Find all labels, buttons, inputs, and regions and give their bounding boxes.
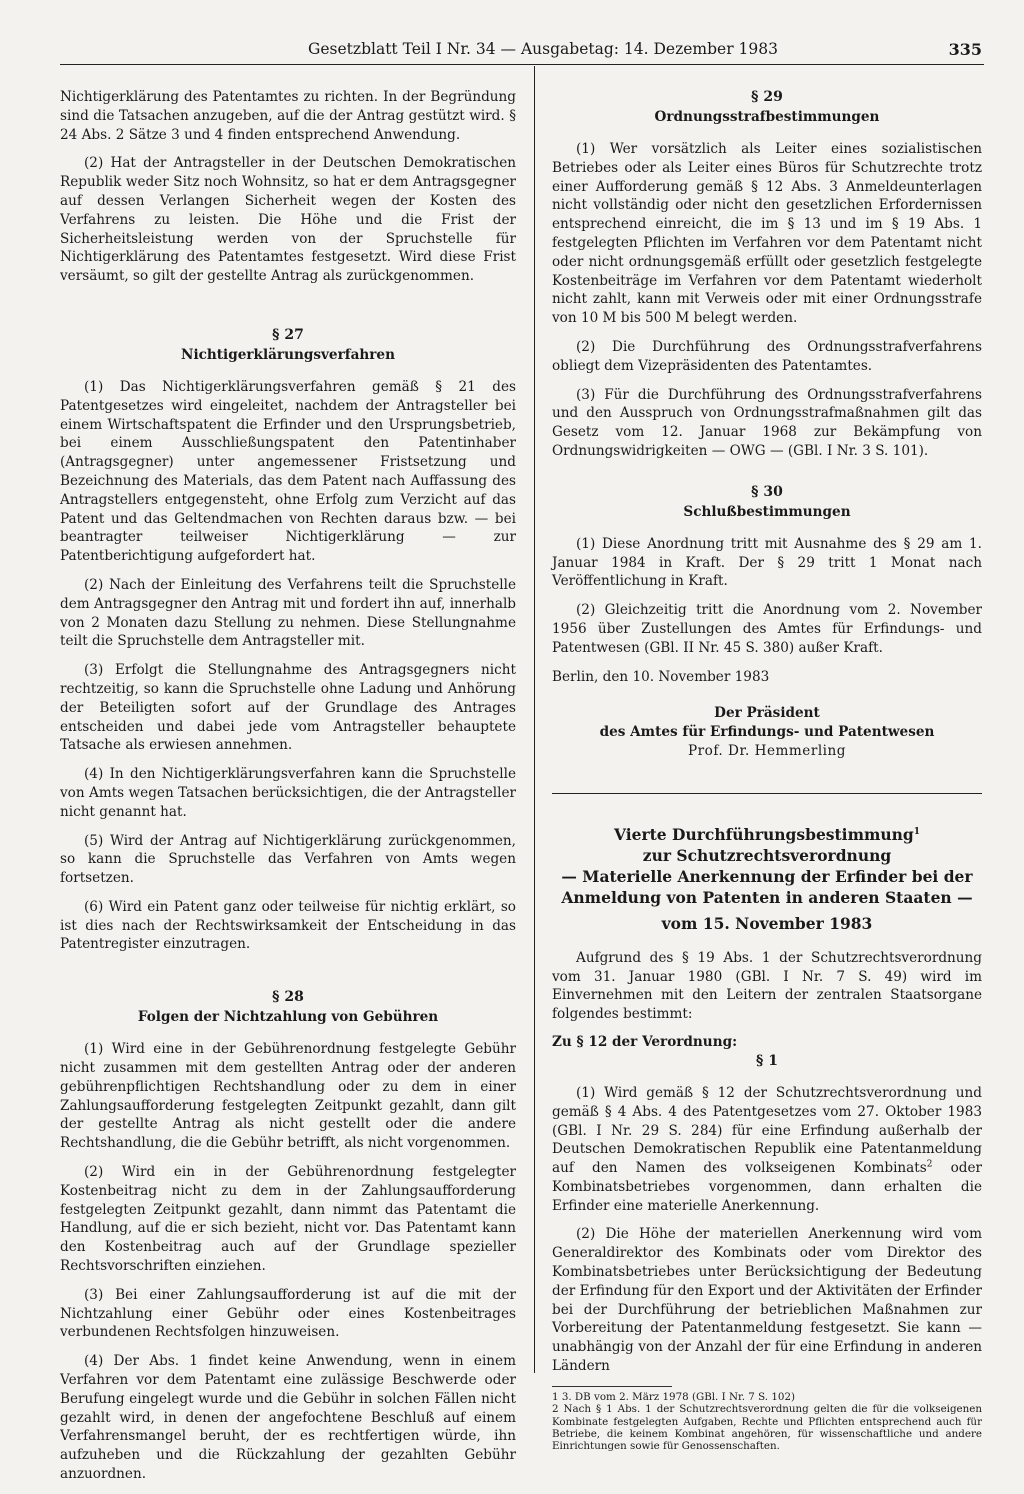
paragraph: (1) Wird eine in der Gebührenordnung festgelegte Gebühr nicht zusammen mit dem gestellten Antrag oder der anderen gebührenpflichtigen Rechtshandlung oder zu dem in einer Zahlungsaufforderung festgelegten Zeitpunkt gezahlt, dann gilt der gestellte Antrag als nicht gestellt oder die andere Rechtshandlung, die die Gebühr betrifft, als nicht vorgenommen. <box>60 1041 516 1152</box>
paragraph: (1) Das Nichtigerklärungsverfahren gemäß § 21 des Patentgesetzes wird eingeleitet, nachdem der Antragsteller bei einem Wirtschaftspatent die Erfinder und den Ursprungsbetrieb, bei einem Ausschließungspatent den Patentinhaber (Antragsgegner) unter angemessener Fristsetzung und Bezeichnung des Materials, das dem Patent nach Auffassung des Antragstellers entgegensteht, ohne Erfolg zum Verzicht auf das Patent und das Geltendmachen von Rechten daraus bzw. — bei beantragter teilweiser Nichtigerklärung — zur Patentberichtigung aufgefordert hat. <box>60 378 516 565</box>
right-column <box>552 88 982 1453</box>
signature-office: des Amtes für Erfindungs- und Patentwesen <box>599 724 935 741</box>
preamble: Aufgrund des § 19 Abs. 1 der Schutzrechtsverordnung vom 31. Januar 1980 (GBl. I Nr. 7 S. 49) wird im Einvernehmen mit den Leitern der zentralen Staatsorgane folgendes bestimmt: <box>552 949 982 1023</box>
paragraph: (2) Die Durchführung des Ordnungsstrafverfahrens obliegt dem Vizepräsidenten des Patentamtes. <box>552 338 982 374</box>
footnote-marker: 1 <box>913 826 921 837</box>
footnote-rule <box>552 1386 672 1387</box>
document-subtitle-line: Anmeldung von Patenten in anderen Staaten — <box>561 887 973 907</box>
paragraph <box>552 1084 982 1216</box>
document-title-line: zur Schutzrechtsverordnung <box>642 845 892 865</box>
paragraph: (1) Wer vorsätzlich als Leiter eines sozialistischen Betriebes oder als Leiter eines Büros für Schutzrechte trotz einer Aufforderung gemäß § 12 Abs. 3 Anmeldeunterlagen nicht vollständig oder nicht den gesetzlichen Erfordernissen entsprechend einreicht, die im § 13 und im § 19 Abs. 1 festgelegten Pflichten im Verfahren vor dem Patentamt nicht oder nicht ordnungsgemäß erfüllt oder gesetzlich festgelegte Kostenbeiträge im Verfahren vor dem Patentamt wiederholt nicht zahlt, kann mit Verweis oder mit einer Ordnungsstrafe von 10 M bis 500 M belegt werden. <box>552 141 982 327</box>
paragraph: (2) Die Höhe der materiellen Anerkennung wird vom Generaldirektor des Kombinats oder vom Direktor des Kombinatsbetriebes unter Berücksichtigung der Bedeutung der Erfindung für den Export und der Aktivitäten der Erfinder bei der Durchführung der betrieblichen Maßnahmen zur Vorbereitung der Patentanmeldung festgesetzt. Sie kann — unabhängig von der Anzahl der für eine Erfindung in anderen Ländern <box>552 1226 982 1375</box>
section-number: § 28 <box>272 989 304 1006</box>
separator-rule <box>552 793 982 794</box>
column-divider <box>534 66 535 1373</box>
signature-name: Prof. Dr. Hemmerling <box>688 742 846 759</box>
footnote: 1 3. DB vom 2. März 1978 (GBl. I Nr. 7 S. 102) <box>552 1390 796 1403</box>
paragraph: (3) Erfolgt die Stellungnahme des Antragsgegners nicht rechtzeitig, so kann die Spruchstelle ohne Ladung und Anhörung der Beteiligten sofort auf der Grundlage des Antrages entscheiden und dabei jede vom Antragsteller behauptete Tatsache als erwiesen annehmen. <box>60 662 516 754</box>
section-title: Folgen der Nichtzahlung von Gebühren <box>137 1009 439 1026</box>
place-date: Berlin, den 10. November 1983 <box>552 668 770 685</box>
section-number: § 1 <box>756 1052 778 1069</box>
paragraph: (6) Wird ein Patent ganz oder teilweise für nichtig erklärt, so ist dies nach der Rechtswirksamkeit der Entscheidung in das Patentregister einzutragen. <box>60 898 516 953</box>
section-number: § 29 <box>751 89 783 105</box>
document-title <box>552 824 982 845</box>
section-title: Nichtigerklärungsverfahren <box>181 346 395 363</box>
footnote: 2 Nach § 1 Abs. 1 der Schutzrechtsverordnung gelten die für die volkseigenen Kombinate festgelegten Aufgaben, Rechte und Pflichten entsprechend auch für Betriebe, die keinem Kombinat angehören, für wissenschaftliche und andere Einrichtungen sowie für Genossenschaften. <box>552 1403 982 1453</box>
paragraph: (2) Nach der Einleitung des Verfahrens teilt die Spruchstelle dem Antragsgegner den Antrag mit und fordert ihn auf, innerhalb von 2 Monaten dazu Stellung zu nehmen. Diese Stellungnahme teilt die Spruchstelle dem Antragsteller mit. <box>60 576 516 650</box>
section-title: Ordnungsstrafbestimmungen <box>654 109 880 125</box>
paragraph: (2) Wird ein in der Gebührenordnung festgelegter Kostenbeitrag nicht zu dem in der Zahlungsaufforderung festgelegten Zeitpunkt gezahlt, dann nimmt das Patentamt die Handlung, auf die er sich bezieht, nicht vor. Das Patentamt kann den Kostenbeitrag auch auf der Grundlage spezieller Rechtsvorschriften einziehen. <box>60 1164 516 1275</box>
paragraph: (2) Gleichzeitig tritt die Anordnung vom 2. November 1956 über Zustellungen des Amtes für Erfindungs- und Patentwesen (GBl. II Nr. 45 S. 380) außer Kraft. <box>552 602 982 656</box>
document-subtitle-line: — Materielle Anerkennung der Erfinder bei der <box>561 866 973 886</box>
paragraph: (2) Hat der Antragsteller in der Deutschen Demokratischen Republik weder Sitz noch Wohnsitz, so hat er dem Antragsgegner auf dessen Verlangen Sicherheit wegen der Kosten des Verfahrens zu leisten. Die Höhe und die Frist der Sicherheitsleistung werden von der Spruchstelle für Nichtigerklärung des Patentamtes festgesetzt. Wird diese Frist versäumt, so gilt der gestellte Antrag als zurückgenommen. <box>60 155 516 285</box>
paragraph: (4) Der Abs. 1 findet keine Anwendung, wenn in einem Verfahren vor dem Patentamt eine zulässige Beschwerde oder Berufung eingelegt wurde und die Gebühr in solchen Fällen nicht gezahlt wird, in denen der angefochtene Beschluß auf einem Verfahrensmangel beruht, der es rechtfertigen würde, ihn aufzuheben und die Rückzahlung der gezahlten Gebühr anzuordnen. <box>60 1353 516 1483</box>
paragraph: (3) Für die Durchführung des Ordnungsstrafverfahrens und den Ausspruch von Ordnungsstrafmaßnahmen gilt das Gesetz vom 12. Januar 1968 zur Bekämpfung von Ordnungswidrigkeiten — OWG — (GBl. I Nr. 3 S. 101). <box>552 386 982 459</box>
document-title-line: Vierte Durchführungsbestimmung <box>613 824 914 844</box>
paragraph: (4) In den Nichtigerklärungsverfahren kann die Spruchstelle von Amts wegen Tatsachen berücksichtigen, die der Antragsteller nicht genannt hat. <box>60 766 516 820</box>
section-number: § 30 <box>751 483 783 500</box>
footnote-marker: 2 <box>926 1159 933 1170</box>
paragraph-text: oder Kombinatsbetriebes vorgenommen, dann erhalten die Erfinder eine materielle Anerkennung. <box>552 1160 982 1214</box>
paragraph: (3) Bei einer Zahlungsaufforderung ist auf die mit der Nichtzahlung einer Gebühr oder eines Kostenbeitrages verbundenen Rechtsfolgen hinzuweisen. <box>60 1286 516 1341</box>
page-header <box>60 40 982 64</box>
paragraph: Nichtigerklärung des Patentamtes zu richten. In der Begründung sind die Tatsachen anzugeben, auf die der Antrag gestützt wird. § 24 Abs. 2 Sätze 3 und 4 finden entsprechend Anwendung. <box>60 89 516 143</box>
paragraph-text: (1) Wird gemäß § 12 der Schutzrechtsverordnung und gemäß § 4 Abs. 4 des Patentgesetzes vom 27. Oktober 1983 (GBl. I Nr. 29 S. 284) für eine Erfindung außerhalb der Deutschen Demokratischen Republik eine Patentanmeldung auf den Namen des volkseigenen Kombinats <box>552 1084 982 1177</box>
paragraph: (5) Wird der Antrag auf Nichtigerklärung zurückgenommen, so kann die Spruchstelle das Verfahren von Amts wegen fortsetzen. <box>60 832 516 887</box>
paragraph: (1) Diese Anordnung tritt mit Ausnahme des § 29 am 1. Januar 1984 in Kraft. Der § 29 tritt 1 Monat nach Veröffentlichung in Kraft. <box>552 535 982 590</box>
section-title: Schlußbestimmungen <box>683 503 851 520</box>
subheading: Zu § 12 der Verordnung: <box>552 1033 738 1050</box>
section-number: § 27 <box>272 326 304 343</box>
left-column <box>60 88 516 1494</box>
signature-title: Der Präsident <box>714 705 820 722</box>
header-rule <box>60 64 984 65</box>
document-date: vom 15. November 1983 <box>661 913 873 933</box>
header-title: Gesetzblatt Teil I Nr. 34 — Ausgabetag: 14. Dezember 1983 <box>308 40 779 58</box>
page-number: 335 <box>948 40 982 59</box>
